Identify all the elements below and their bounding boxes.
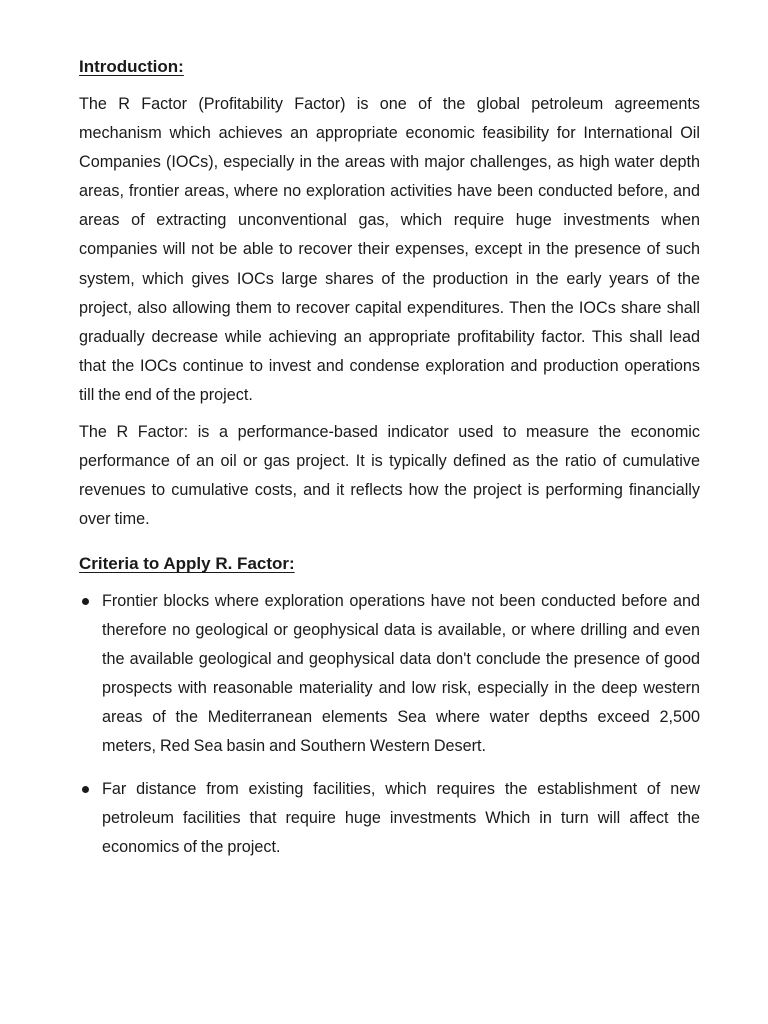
bullet-icon xyxy=(82,598,89,605)
list-item xyxy=(79,587,700,761)
introduction-paragraph: The R Factor (Profitability Factor) is one of the global petroleum agreements mechanism which achieves an appropriate economic feasibility for International Oil Companies (IOCs), especially in the areas with major challenges, as high water depth areas, frontier areas, where no exploration activities have been conducted before, and areas of extracting unconventional gas, which require huge investments when companies will not be able to recover their expenses, except in the presence of such system, which gives IOCs large shares of the production in the early years of the project, also allowing them to recover capital expenditures. Then the IOCs share shall gradually decrease while achieving an appropriate profitability factor. This shall lead that the IOCs continue to invest and condense exploration and production operations till the end of the project. xyxy=(79,95,700,404)
spacer xyxy=(79,410,700,418)
spacer xyxy=(79,578,700,587)
r-factor-definition-paragraph: The R Factor: is a performance-based indicator used to measure the economic performance of an oil or gas project. It is typically defined as the ratio of cumulative revenues to cumulative costs, and it reflects how the project is performing financially over time. xyxy=(79,423,700,529)
list-item-text: Far distance from existing facilities, which requires the establishment of new petroleum facilities that require huge investments Which in turn will affect the economics of the project. xyxy=(102,780,700,857)
criteria-list xyxy=(79,587,700,862)
list-item-text: Frontier blocks where exploration operations have not been conducted before and therefore no geological or geophysical data is available, or where drilling and even the available geological and geophysical data don't conclude the presence of good prospects with reasonable materiality and low risk, especially in the deep western areas of the Mediterranean elements Sea where water depths exceed 2,500 meters, Red Sea basin and Southern Western Desert. xyxy=(102,592,700,756)
list-item xyxy=(79,775,700,862)
bullet-icon xyxy=(82,786,89,793)
criteria-heading: Criteria to Apply R. Factor: xyxy=(79,554,295,574)
spacer xyxy=(79,534,700,549)
spacer xyxy=(79,81,700,90)
introduction-heading: Introduction: xyxy=(79,57,184,76)
document-page xyxy=(79,52,700,862)
